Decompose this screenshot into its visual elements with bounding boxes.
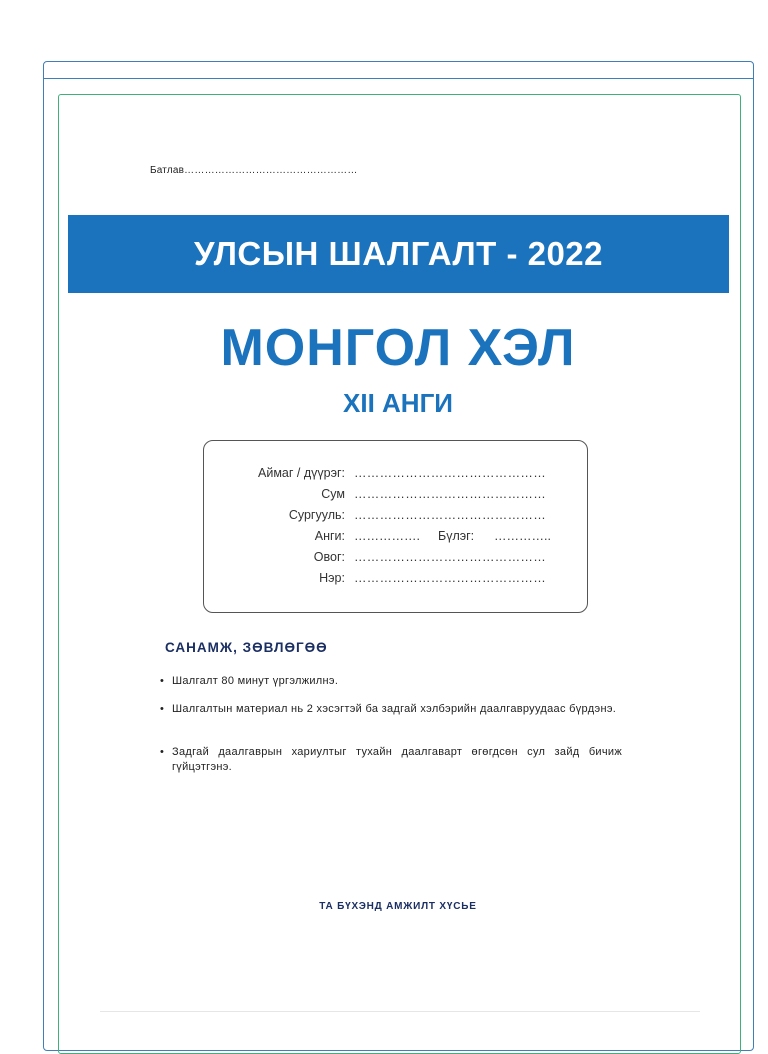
surname-field[interactable]: ……………………………………… [354, 550, 546, 564]
subject-title: МОНГОЛ ХЭЛ [220, 319, 576, 377]
bullet-icon: • [160, 746, 165, 758]
province-field[interactable]: ……………………………………… [354, 466, 546, 480]
school-label: Сургууль: [288, 508, 345, 522]
name-label: Нэр: [319, 571, 345, 585]
grade-title: XII АНГИ [343, 388, 453, 418]
info-row-province [204, 466, 589, 486]
bullet-icon: • [160, 703, 165, 715]
top-divider [44, 78, 753, 79]
bottom-divider [100, 1011, 700, 1012]
note-text: Задгай даалгаврын хариултыг тухайн даалгаварт өгөгдсөн сул зайд бичиж гүйцэтгэнэ. [172, 746, 622, 773]
banner-title: УЛСЫН ШАЛГАЛТ - 2022 [193, 235, 604, 272]
approval-line: Батлав…………………………………………… [150, 165, 358, 176]
sum-label: Сум [321, 487, 345, 501]
note-item [160, 674, 622, 689]
notes-title: САНАМЖ, ЗӨВЛӨГӨӨ [165, 640, 328, 655]
note-item [160, 702, 622, 717]
class-field[interactable]: ……………. [354, 529, 420, 543]
note-text: Шалгалт 80 минут үргэлжилнэ. [172, 675, 339, 687]
sum-field[interactable]: ……………………………………… [354, 487, 546, 501]
group-field[interactable]: ………….. [494, 529, 551, 543]
info-row-surname [204, 550, 589, 570]
bullet-icon: • [160, 675, 165, 687]
info-row-class [204, 529, 589, 549]
student-info-box [203, 440, 588, 613]
exam-banner [68, 215, 729, 293]
group-label: Бүлэг: [438, 529, 475, 543]
good-luck-message: ТА БҮХЭНД АМЖИЛТ ХҮСЬЕ [319, 901, 477, 912]
school-field[interactable]: ……………………………………… [354, 508, 546, 522]
note-item [160, 745, 622, 775]
class-label: Анги: [314, 529, 345, 543]
name-field[interactable]: ……………………………………… [354, 571, 546, 585]
info-row-school [204, 508, 589, 528]
info-row-name [204, 571, 589, 591]
note-text: Шалгалтын материал нь 2 хэсэгтэй ба задгай хэлбэрийн даалгавруудаас бүрдэнэ. [172, 703, 617, 715]
surname-label: Овог: [313, 550, 345, 564]
info-row-sum [204, 487, 589, 507]
province-label: Аймаг / дүүрэг: [258, 466, 345, 480]
